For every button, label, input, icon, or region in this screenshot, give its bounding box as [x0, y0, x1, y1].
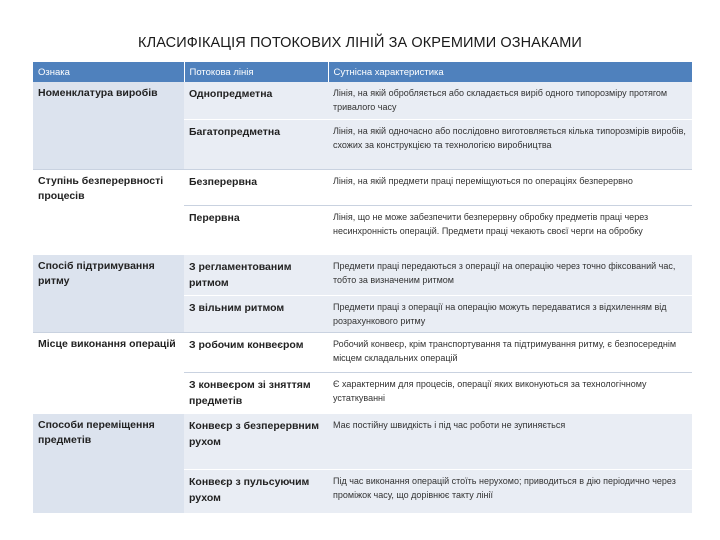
line-cell: Перервна	[184, 205, 328, 254]
table-row	[33, 332, 692, 372]
sign-cell: Ступінь безперервності процесів	[33, 169, 184, 254]
description-cell: Предмети праці передаються з операції на операцію через точно фіксований час, тобто за визначеним ритмом	[328, 254, 692, 295]
table-row	[33, 413, 692, 469]
description-cell: Має постійну швидкість і під час роботи не зупиняється	[328, 413, 692, 469]
table-row	[33, 169, 692, 205]
header-row	[33, 62, 692, 82]
line-cell: З робочим конвеєром	[184, 332, 328, 372]
line-cell: З вільним ритмом	[184, 295, 328, 332]
description-cell: Лінія, що не може забезпечити безперервну обробку предметів праці через несинхронність операцій. Предмети праці чекають своєї черги на обробку	[328, 205, 692, 254]
description-cell: Лінія, на якій одночасно або послідовно виготовляється кілька типорозмірів виробів, схожих за конструкцією та технологією виробництва	[328, 119, 692, 169]
description-cell: Під час виконання операцій стоїть нерухомо; приводиться в дію періодично через проміжок часу, що дорівнює такту лінії	[328, 469, 692, 513]
line-cell: Безперервна	[184, 169, 328, 205]
sign-cell: Спосіб підтримування ритму	[33, 254, 184, 332]
classification-table	[33, 62, 693, 513]
line-cell: Конвеєр з пульсуючим рухом	[184, 469, 328, 513]
description-cell: Є характерним для процесів, операції яких виконуються за технологічному устаткуванні	[328, 372, 692, 413]
line-cell: З конвеєром зі зняттям предметів	[184, 372, 328, 413]
table-row	[33, 254, 692, 295]
description-cell: Робочий конвеєр, крім транспортування та підтримування ритму, є безпосереднім місцем складальних операцій	[328, 332, 692, 372]
header-description: Сутнісна характеристика	[328, 62, 692, 82]
description-cell: Лінія, на якій предмети праці переміщуються по операціях безперервно	[328, 169, 692, 205]
page-title: КЛАСИФІКАЦІЯ ПОТОКОВИХ ЛІНІЙ ЗА ОКРЕМИМИ ОЗНАКАМИ	[138, 35, 582, 51]
sign-cell: Місце виконання операцій	[33, 332, 184, 413]
sign-cell: Номенклатура виробів	[33, 82, 184, 169]
description-cell: Лінія, на якій обробляється або складається виріб одного типорозміру протягом тривалого часу	[328, 82, 692, 119]
line-cell: З регламентованим ритмом	[184, 254, 328, 295]
sign-cell: Способи переміщення предметів	[33, 413, 184, 513]
description-cell: Предмети праці з операції на операцію можуть передаватися з відхиленням від розрахункового ритму	[328, 295, 692, 332]
line-cell: Конвеєр з безперервним рухом	[184, 413, 328, 469]
header-line: Потокова лінія	[184, 62, 328, 82]
line-cell: Багатопредметна	[184, 119, 328, 169]
line-cell: Однопредметна	[184, 82, 328, 119]
header-sign: Ознака	[33, 62, 184, 82]
table-row	[33, 82, 692, 119]
